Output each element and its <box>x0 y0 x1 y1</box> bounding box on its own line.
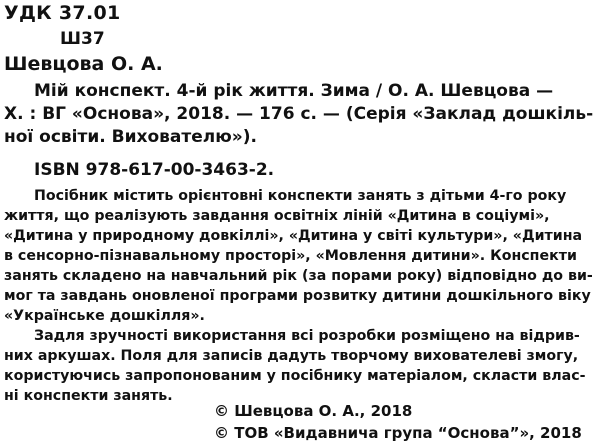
biblio-line: Мій конспект. 4-й рік життя. Зима / О. А. Шевцова — <box>34 81 554 101</box>
biblio-line: ної освіти. Вихователю»). <box>4 127 257 147</box>
abstract-line: занять складено на навчальний рік (за порами року) відповідно до ви- <box>4 268 593 284</box>
abstract-line: мог та завдань оновленої програми розвитку дитини дошкільного віку <box>4 288 591 304</box>
isbn: ISBN 978-617-00-3463-2. <box>34 160 275 180</box>
abstract-line: Посібник містить орієнтовні конспекти занять з дітьми 4-го року <box>34 188 567 204</box>
bibliographic-record <box>4 80 596 149</box>
abstract <box>4 186 596 406</box>
copyright-author: © Шевцова О. А., 2018 <box>214 402 413 420</box>
copyright-publisher: © ТОВ «Видавнича група “Основа”», 2018 <box>214 424 582 442</box>
udk-code: УДК 37.01 <box>4 2 121 24</box>
abstract-line: них аркушах. Поля для записів дадуть творчому вихователеві змогу, <box>4 348 579 364</box>
abstract-line: «Дитина у природному довкіллі», «Дитина у світі культури», «Дитина <box>4 228 583 244</box>
abstract-line: в сенсорно-пізнавальному просторі», «Мовлення дитини». Конспекти <box>4 248 577 264</box>
abstract-line: користуючись запропонованим у посібнику матеріалом, скласти влас- <box>4 368 586 384</box>
abstract-line: ні конспекти занять. <box>4 388 173 404</box>
biblio-line: Х. : ВГ «Основа», 2018. — 176 с. — (Серія «Заклад дошкіль- <box>4 104 594 124</box>
abstract-line: Задля зручності використання всі розробки розміщено на відрив- <box>34 328 580 344</box>
abstract-line: «Українське дошкілля». <box>4 308 205 324</box>
abstract-line: життя, що реалізують завдання освітніх ліній «Дитина в соціумі», <box>4 208 550 224</box>
author-mark: Ш37 <box>60 29 105 49</box>
author-name: Шевцова О. А. <box>4 53 163 75</box>
